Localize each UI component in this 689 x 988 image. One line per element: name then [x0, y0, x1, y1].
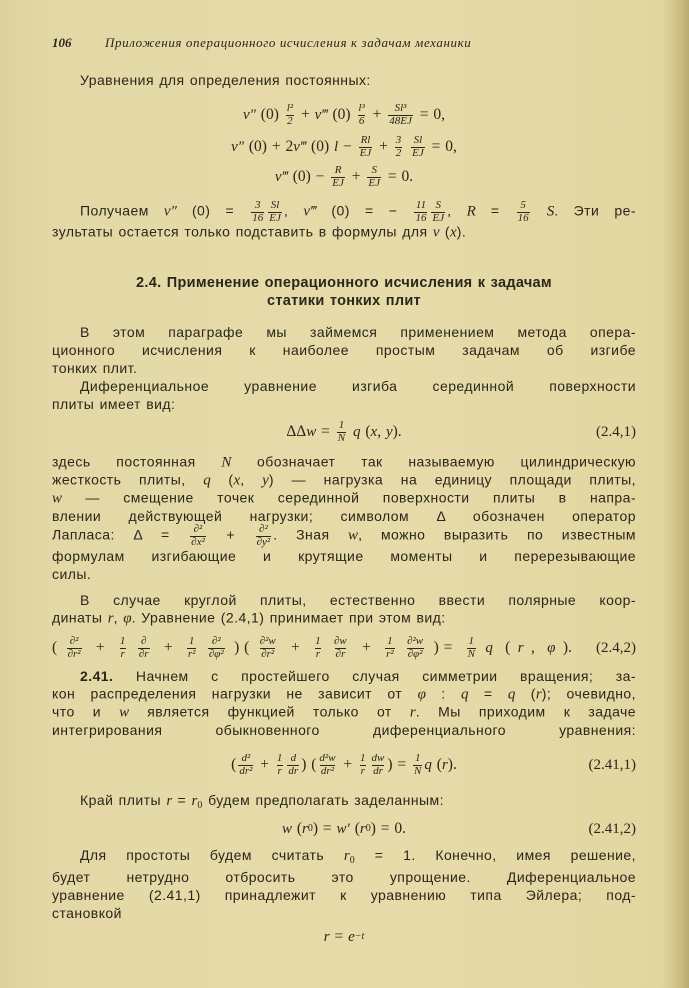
subscript: 0: [307, 823, 313, 834]
text-run: . Эти ре-: [554, 202, 637, 219]
text-line: [52, 377, 636, 395]
fraction: [256, 524, 272, 548]
fraction-numerator: l³: [358, 102, 365, 114]
text-run: ) =: [433, 639, 458, 656]
fraction-numerator: ∂²: [259, 523, 268, 535]
equation: [52, 135, 636, 159]
subscript: 0: [349, 855, 356, 866]
text-run: (0) =: [176, 202, 250, 219]
fraction-numerator: ∂: [140, 635, 147, 647]
text-line: [52, 565, 636, 583]
fraction: [359, 135, 373, 159]
fraction: [67, 636, 82, 660]
fraction: [314, 636, 322, 660]
math-symbol: q: [485, 640, 493, 656]
text-run: зультаты остается только подставить в формулы для: [52, 223, 433, 240]
fraction: [467, 636, 476, 660]
fraction: [357, 103, 365, 127]
text-run: (0): [306, 138, 334, 155]
fraction-denominator: ∂r: [335, 648, 346, 660]
text-run: (: [515, 685, 536, 702]
text-run: В случае круглой плиты, естественно ввести полярные коор-: [80, 592, 636, 608]
math-symbol: q: [460, 686, 469, 703]
text-run: Для простоты будем считать: [80, 847, 344, 863]
math-symbol: w: [306, 424, 317, 440]
math-symbol: q: [352, 424, 361, 440]
text-run: +: [207, 526, 254, 543]
section-heading-line: [52, 274, 636, 292]
text-run: ) =: [312, 820, 337, 837]
text-run: ).: [447, 756, 457, 773]
text-line: [52, 846, 636, 870]
text-line: [52, 791, 636, 815]
fraction-numerator: d²w: [319, 752, 336, 764]
fraction-numerator: Sl: [270, 199, 280, 211]
fraction-denominator: EJ: [412, 147, 424, 159]
text-run: =: [468, 685, 508, 702]
text-run: Начнем с простейшего случая симметрии вращения; за-: [113, 668, 636, 684]
fraction: [385, 636, 395, 660]
fraction-denominator: EJ: [359, 147, 372, 159]
text-line: [52, 223, 636, 242]
fraction-numerator: 3: [255, 199, 261, 211]
math-symbol: φ: [123, 610, 132, 627]
text-run: . Уравнение (2.4,1) принимает при этом вид:: [131, 609, 446, 626]
fraction-denominator: ∂x²: [191, 536, 205, 548]
equation: [52, 819, 636, 839]
fraction-numerator: ∂²: [69, 635, 79, 647]
fraction-numerator: d: [290, 752, 297, 764]
math-symbol: x: [450, 224, 457, 241]
text-line: [52, 667, 636, 685]
fraction-denominator: 2: [395, 147, 402, 159]
math-symbol: e: [348, 929, 355, 945]
text-run: Получаем: [80, 202, 164, 219]
fraction-numerator: 1: [468, 635, 475, 647]
text-line: [52, 547, 636, 565]
equation: [52, 753, 636, 777]
text-run: +: [374, 138, 393, 155]
fraction-numerator: ∂w: [333, 635, 347, 647]
text-run: (: [500, 639, 511, 656]
text-line: [52, 507, 636, 525]
text-line: [52, 71, 636, 89]
text-run: ,: [113, 609, 124, 626]
fraction: [395, 135, 403, 159]
fraction: [190, 524, 206, 548]
superscript: −t: [354, 931, 365, 942]
fraction: [276, 753, 284, 777]
fraction: [208, 636, 225, 660]
text-run: В этом параграфе мы займемся применением метода опера-: [80, 324, 636, 340]
fraction-numerator: dw: [371, 752, 385, 764]
math-symbol: x: [233, 472, 241, 489]
math-symbol: q: [424, 757, 432, 773]
text-run: . Мы приходим к задаче: [415, 703, 636, 720]
fraction: [333, 636, 348, 660]
fraction-numerator: 1: [276, 752, 283, 764]
text-run: = 0,: [414, 106, 445, 123]
text-run: +: [158, 639, 178, 656]
text-run: = 0.: [383, 168, 414, 185]
text-run: уравнение (2.41,1) принадлежит к уравнению типа Эйлера; под-: [52, 887, 636, 903]
fraction-numerator: 1: [387, 635, 393, 647]
math-symbol: v‴: [274, 169, 288, 185]
text-run: плиты имеет вид:: [52, 396, 176, 412]
text-line: [52, 721, 636, 739]
fraction-numerator: 11: [415, 199, 427, 211]
fraction: [359, 753, 367, 777]
text-line: [52, 703, 636, 722]
text-run: +: [338, 756, 358, 773]
fraction-numerator: S: [371, 164, 377, 176]
text-run: Диференциальное уравнение изгиба серединной поверхности: [80, 378, 636, 394]
text-run: +: [286, 639, 305, 656]
fraction-denominator: ∂r²: [67, 648, 81, 660]
text-run: Уравнения для определения постоянных:: [80, 72, 371, 88]
fraction-numerator: ∂²w: [407, 635, 424, 647]
text-run: (: [231, 756, 237, 773]
text-run: — смещение точек серединной поверхности плиты в напра-: [62, 489, 636, 506]
fraction-numerator: 1: [360, 752, 366, 764]
math-symbol: y: [385, 424, 393, 440]
section-number: 2.41.: [80, 668, 114, 684]
fraction-numerator: 1: [119, 635, 126, 647]
text-run: Край плиты: [80, 792, 167, 808]
fraction-denominator: ∂φ²: [407, 648, 423, 660]
text-run: =: [172, 792, 192, 808]
math-symbol: v: [432, 224, 440, 241]
text-run: ,: [530, 639, 540, 656]
math-symbol: q: [507, 686, 516, 703]
fraction-numerator: Rl: [360, 134, 371, 146]
fraction-denominator: dr: [288, 765, 299, 777]
math-symbol: v″: [243, 107, 256, 123]
text-line: [52, 524, 636, 548]
fraction: [331, 165, 345, 189]
text-run: является функцией только от: [129, 703, 410, 720]
math-symbol: r: [359, 821, 366, 837]
running-title: Приложения операционного исчисления к задачам механики: [105, 35, 472, 50]
text-line: [52, 323, 636, 341]
text-run: ) =: [387, 756, 412, 773]
text-run: ) = 0.: [370, 820, 407, 837]
math-symbol: v‴: [314, 107, 328, 123]
equation: [52, 927, 636, 947]
math-symbol: r: [323, 929, 330, 945]
subscript: 0: [365, 823, 371, 834]
fraction: [138, 636, 150, 660]
math-symbol: y: [262, 472, 269, 489]
fraction-numerator: 1: [315, 635, 321, 647]
equation: [52, 103, 636, 127]
text-run: ΔΔ: [286, 423, 307, 440]
text-run: ) (: [234, 639, 250, 656]
fraction-numerator: Sl³: [394, 102, 407, 114]
fraction: [431, 200, 445, 224]
fraction-numerator: 5: [520, 199, 526, 211]
fraction: [388, 103, 413, 127]
text-run: ционного исчисления к наиболее простым задачам об изгибе: [52, 342, 636, 358]
fraction: [318, 753, 336, 777]
fraction-denominator: dr: [373, 765, 383, 777]
fraction-numerator: d²: [241, 752, 251, 764]
fraction-numerator: 1: [414, 752, 421, 764]
equation-number: (2.41,2): [588, 821, 636, 837]
text-run: (: [431, 756, 442, 773]
fraction: [259, 636, 277, 660]
text-run: становкой: [52, 905, 122, 921]
text-run: (: [360, 423, 371, 440]
text-line: [52, 395, 636, 413]
text-line: [52, 609, 636, 628]
math-symbol: r: [535, 686, 542, 703]
fraction-denominator: r: [360, 765, 365, 777]
fraction: [268, 200, 282, 224]
math-symbol: w: [348, 527, 359, 544]
fraction-denominator: 2: [287, 115, 293, 127]
text-run: здесь постоянная: [52, 453, 222, 470]
math-symbol: r: [441, 757, 448, 773]
fraction: [406, 636, 424, 660]
fraction-numerator: l²: [286, 102, 294, 114]
math-symbol: w′: [336, 821, 350, 837]
math-symbol: v″: [163, 203, 177, 220]
fraction-numerator: ∂²: [211, 635, 221, 647]
equation-number: (2.4,2): [596, 640, 636, 656]
text-run: (: [349, 820, 360, 837]
text-run: ).: [392, 423, 402, 440]
text-run: ).: [562, 639, 572, 656]
text-run: (0) = −: [316, 202, 413, 219]
math-symbol: q: [203, 472, 211, 489]
fraction-numerator: 1: [188, 635, 195, 647]
text-line: [52, 685, 636, 704]
text-run: силы.: [52, 566, 92, 582]
fraction-denominator: r²: [386, 648, 394, 660]
text-run: ,: [283, 202, 304, 219]
equation: [52, 635, 636, 660]
fraction-denominator: N: [414, 765, 422, 777]
fraction-denominator: EJ: [332, 177, 344, 189]
math-symbol: w: [119, 704, 130, 721]
fraction-denominator: 6: [358, 115, 365, 127]
text-line: [52, 341, 636, 359]
text-run: (: [439, 223, 451, 240]
math-symbol: v″: [231, 139, 244, 155]
text-run: ,: [377, 423, 386, 440]
math-symbol: w: [281, 821, 292, 837]
fraction: [287, 753, 299, 777]
text-run: статики тонких плит: [267, 293, 421, 309]
text-run: +: [357, 639, 376, 656]
text-run: динаты: [52, 609, 108, 626]
fraction-denominator: dr²: [239, 765, 253, 777]
text-run: +: [91, 639, 110, 656]
fraction-denominator: ∂r: [138, 648, 149, 660]
text-run: формулам изгибающие и крутящие моменты и перерезывающие: [52, 548, 636, 564]
text-run: будем предполагать заделанным:: [202, 792, 444, 808]
text-run: ,: [447, 202, 467, 219]
fraction-denominator: r²: [187, 648, 196, 660]
fraction: [286, 103, 294, 127]
math-symbol: x: [370, 424, 378, 440]
math-symbol: r: [409, 704, 416, 721]
fraction: [367, 165, 381, 189]
text-run: (0): [255, 106, 284, 123]
text-line: [52, 200, 636, 224]
fraction-numerator: 1: [338, 419, 345, 431]
fraction-denominator: ∂φ²: [208, 648, 224, 660]
text-run: :: [425, 685, 461, 702]
text-line: [52, 591, 636, 609]
fraction-denominator: dr²: [320, 765, 335, 777]
fraction-denominator: N: [337, 432, 346, 444]
math-symbol: r: [343, 848, 350, 864]
fraction-numerator: Sl: [413, 134, 423, 146]
math-symbol: r: [517, 640, 524, 656]
text-run: [404, 137, 409, 157]
fraction-denominator: N: [467, 648, 475, 660]
text-run: влении действующей нагрузки; символом Δ обозначен оператор: [52, 508, 636, 524]
fraction-denominator: 16: [517, 212, 529, 224]
text-run: +: [255, 756, 274, 773]
page-header: [52, 35, 636, 53]
fraction-denominator: 16: [252, 212, 264, 224]
math-symbol: N: [221, 454, 232, 471]
fraction: [238, 753, 253, 777]
math-symbol: φ: [417, 686, 426, 703]
fraction-denominator: ∂r²: [261, 648, 275, 660]
fraction-denominator: ∂y²: [256, 536, 271, 548]
fraction-numerator: 3: [395, 134, 402, 146]
text-run: . Зная: [273, 526, 349, 543]
math-symbol: v‴: [303, 203, 317, 220]
text-run: ); очевидно,: [541, 685, 636, 702]
fraction: [517, 200, 530, 224]
text-run: =: [316, 423, 335, 440]
fraction: [371, 753, 386, 777]
text-run: интегрирования обыкновенного диференциального уравнения:: [52, 722, 636, 738]
math-symbol: φ: [547, 640, 556, 656]
text-line: [52, 868, 636, 886]
fraction-numerator: ∂²: [193, 523, 203, 535]
text-run: =: [475, 202, 515, 219]
equation: [52, 420, 636, 444]
text-run: ,: [240, 471, 263, 488]
fraction-denominator: EJ: [368, 177, 380, 189]
fraction: [414, 200, 427, 224]
fraction-denominator: EJ: [269, 212, 281, 224]
text-run: (: [52, 639, 58, 656]
text-run: (0) −: [287, 168, 330, 185]
text-run: (: [210, 471, 234, 488]
fraction-denominator: r: [120, 648, 125, 660]
text-run: ) — нагрузка на единицу площади плиты,: [268, 471, 637, 488]
fraction: [337, 420, 346, 444]
equation: [52, 165, 636, 189]
text-run: Лапласа: Δ =: [52, 526, 189, 543]
subscript: 0: [197, 800, 203, 811]
section-heading-line: [52, 292, 636, 310]
fraction: [119, 636, 127, 660]
text-run: (: [292, 820, 303, 837]
text-line: [52, 489, 636, 508]
math-symbol: R: [466, 203, 476, 220]
fraction-denominator: 48EJ: [389, 115, 412, 127]
math-symbol: r: [191, 793, 198, 809]
text-run: =: [329, 928, 349, 945]
text-run: что и: [52, 703, 120, 720]
math-symbol: w: [52, 490, 63, 507]
fraction-denominator: EJ: [432, 212, 445, 224]
fraction-numerator: ∂²w: [259, 635, 276, 647]
text-run: 2.4. Применение операционного исчисления к задачам: [136, 275, 552, 291]
math-symbol: S: [546, 203, 555, 220]
equation-number: (2.4,1): [596, 424, 636, 440]
math-symbol: v‴: [293, 139, 307, 155]
text-run: (0) + 2: [244, 138, 294, 155]
text-run: жесткость плиты,: [52, 471, 204, 488]
math-symbol: r: [302, 821, 308, 837]
fraction-denominator: 16: [415, 212, 427, 224]
text-run: , можно выразить по известным: [358, 526, 636, 543]
text-line: [52, 471, 636, 490]
text-run: обозначает так называемую цилиндрическую: [231, 453, 636, 470]
text-run: = 1. Конечно, имея решение,: [355, 847, 636, 863]
text-line: [52, 359, 636, 377]
text-line: [52, 904, 636, 922]
text-run: будет нетрудно отбросить это упрощение. Диференциальное: [52, 869, 636, 885]
text-run: [532, 203, 547, 219]
fraction-numerator: S: [435, 199, 442, 211]
text-line: [52, 453, 636, 472]
fraction-denominator: r: [277, 765, 282, 777]
text-run: (0): [327, 106, 356, 123]
text-run: ).: [456, 223, 467, 240]
fraction: [411, 135, 425, 159]
fraction: [251, 200, 264, 224]
text-run: = 0,: [426, 138, 457, 155]
text-run: +: [346, 168, 366, 185]
text-run: +: [296, 106, 315, 123]
fraction-denominator: r: [315, 648, 320, 660]
text-run: −: [338, 138, 357, 155]
text-line: [52, 886, 636, 904]
math-symbol: r: [166, 793, 173, 809]
fraction: [413, 753, 422, 777]
text-run: тонких плит.: [52, 360, 138, 376]
equation-number: (2.41,1): [588, 757, 636, 773]
text-run: +: [367, 106, 387, 123]
math-symbol: l: [334, 139, 339, 155]
fraction-numerator: R: [334, 164, 342, 176]
page-number: 106: [52, 35, 72, 50]
math-symbol: r: [107, 610, 114, 627]
fraction: [187, 636, 197, 660]
text-run: кон распределения нагрузки не зависит от: [52, 685, 418, 702]
text-run: ) (: [301, 756, 317, 773]
